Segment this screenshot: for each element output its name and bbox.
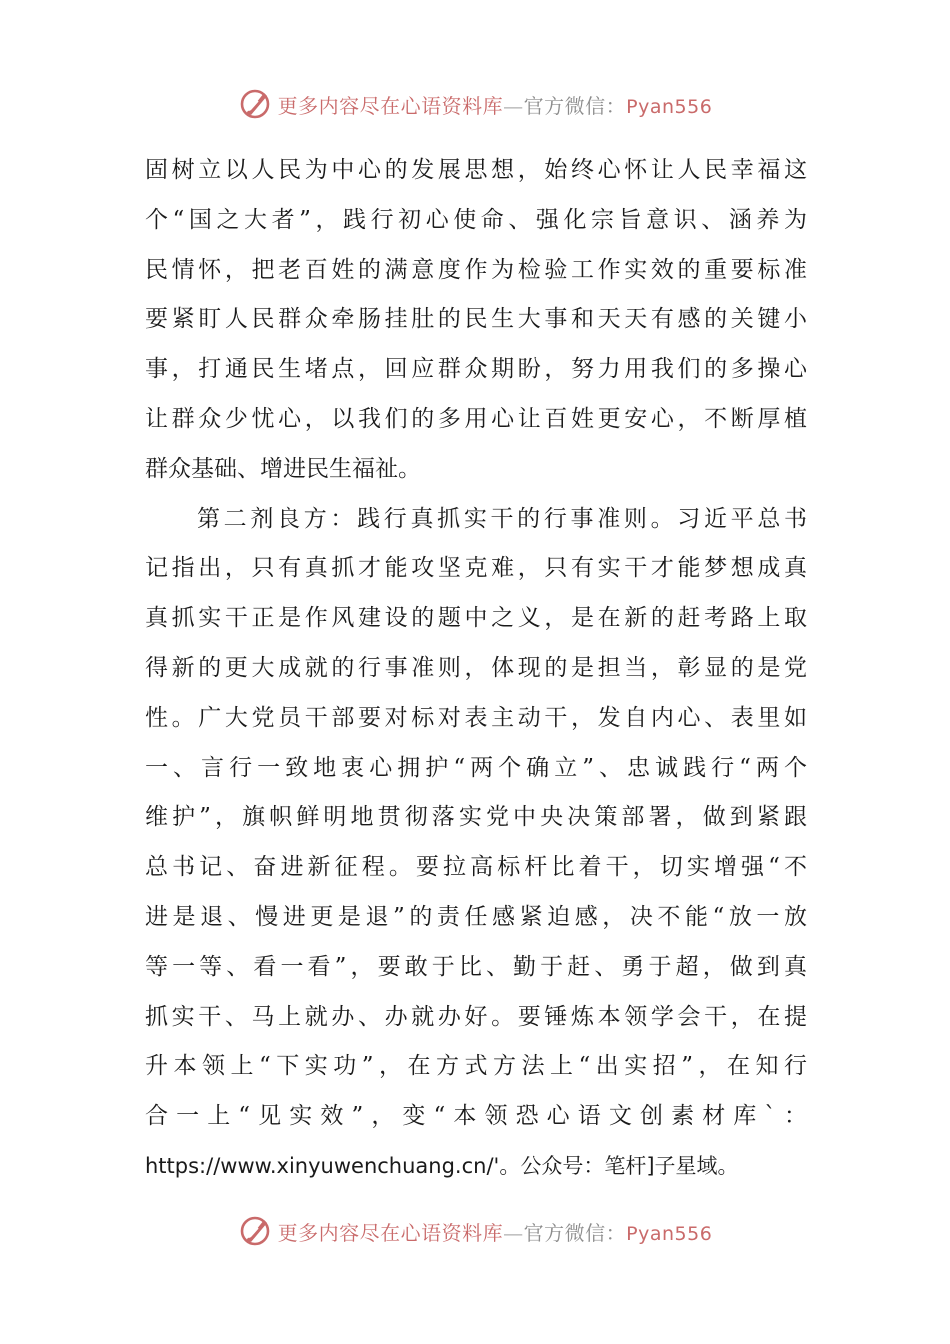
text-line: 抓实干、马上就办、办就办好。要锤炼本领学会干，在提	[145, 1003, 807, 1030]
text-line: 合一上“见实效”，变“本领恐心语文创素材库`：	[145, 1103, 807, 1130]
text-line: 事，打通民生堵点，回应群众期盼，努力用我们的多操心	[145, 356, 807, 383]
text-line: 民情怀，把老百姓的满意度作为检验工作实效的重要标准	[145, 256, 807, 283]
watermark-text	[278, 1217, 713, 1246]
text-line: 等一等、看一看”，要敢于比、勤于赶、勇于超，做到真	[145, 953, 807, 980]
watermark-dash: —	[503, 93, 524, 118]
text-line: 要紧盯人民群众牵肠挂肚的民生大事和天天有感的关键小	[145, 306, 807, 333]
watermark-red-text: 更多内容尽在心语资料库	[277, 1220, 504, 1245]
text-line: 维护”，旗帜鲜明地贯彻落实党中央决策部署，做到紧跟	[145, 804, 807, 831]
watermark-dash: —	[503, 1220, 524, 1245]
text-line: 真抓实干正是作风建设的题中之义，是在新的赶考路上取	[145, 605, 807, 632]
text-line: 一、言行一致地衷心拥护“两个确立”、忠诚践行“两个	[145, 754, 807, 781]
text-line: 总书记、奋进新征程。要拉高标杆比着干，切实增强“不	[145, 854, 807, 881]
text-line: 群众基础、增进民生福祉。	[145, 455, 421, 482]
quill-logo-icon	[238, 86, 274, 122]
text-line: 让群众少忧心，以我们的多用心让百姓更安心，不断厚植	[145, 405, 807, 432]
text-line: 得新的更大成就的行事准则，体现的是担当，彰显的是党	[145, 654, 807, 681]
text-line: 进是退、慢进更是退”的责任感紧迫感，决不能“放一放	[145, 903, 807, 930]
watermark-red-text: 更多内容尽在心语资料库	[277, 93, 504, 118]
text-line: 性。广大党员干部要对标对表主动干，发自内心、表里如	[145, 704, 807, 731]
watermark-grey-text: 官方微信：	[523, 93, 627, 118]
text-line: 升本领上“下实功”，在方式方法上“出实招”，在知行	[145, 1053, 807, 1080]
watermark-wechat-id: Pyan556	[626, 95, 713, 118]
text-line: 记指出，只有真抓才能攻坚克难，只有实干才能梦想成真	[145, 555, 807, 582]
footer-watermark	[0, 1211, 950, 1251]
text-line: 固树立以人民为中心的发展思想，始终心怀让人民幸福这	[145, 157, 807, 183]
quill-logo-icon	[238, 1213, 274, 1249]
header-watermark	[0, 84, 950, 124]
watermark-text	[278, 90, 713, 119]
watermark-grey-text: 官方微信：	[523, 1220, 627, 1245]
text-line: 个“国之大者”，践行初心使命、强化宗旨意识、涵养为	[145, 206, 807, 233]
document-body	[145, 146, 807, 1192]
watermark-wechat-id: Pyan556	[626, 1222, 713, 1245]
url-line: https://www.xinyuwenchuang.cn/'。公众号：笔杆]子星域。	[145, 1153, 739, 1178]
paragraph-first-line: 第二剂良方：践行真抓实干的行事准则。习近平总书	[197, 505, 807, 532]
